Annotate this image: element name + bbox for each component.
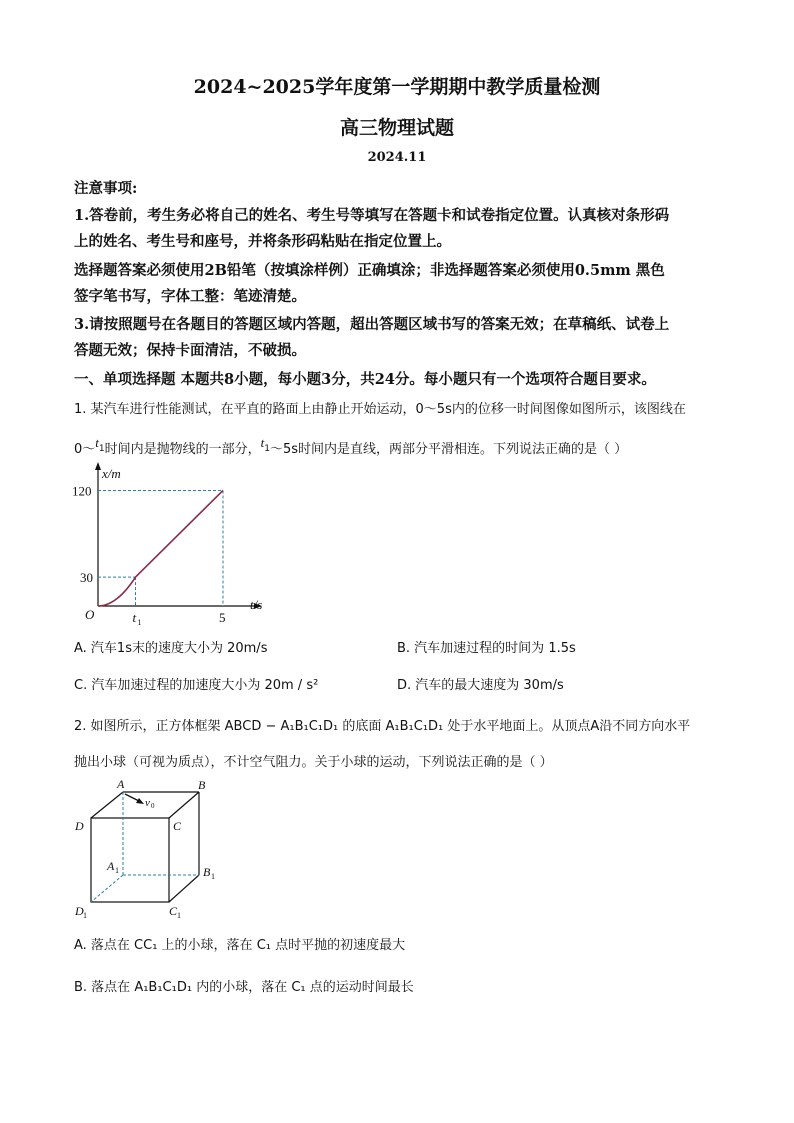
label-d: D	[75, 819, 84, 833]
notice-item1-line1: 1.答卷前，考生务必将自己的姓名、考生号等填写在答题卡和试卷指定位置。认真核对条形码	[74, 207, 670, 224]
notice-item1-line2: 上的姓名、考生号和座号，并将条形码粘贴在指定位置上。	[74, 233, 451, 250]
notice-item2-line1: 选择题答案必须使用2B铅笔（按填涂样例）正确填涂；非选择题答案必须使用0.5mm 黑色	[74, 262, 665, 279]
notice-item3-line2: 答题无效；保持卡面清洁，不破损。	[74, 342, 306, 359]
label-a1: A	[107, 859, 115, 873]
q2-line1: 2. 如图所示，正方体框架 ABCD − A₁B₁C₁D₁ 的底面 A₁B₁C₁D₁ 处于水平地面上。从顶点A沿不同方向水平	[74, 719, 691, 734]
label-a1-sub: 1	[115, 866, 119, 875]
x-tick-5: 5	[219, 610, 226, 625]
exam-title: 2024~2025学年度第一学期期中教学质量检测	[193, 76, 601, 98]
edge-bc	[169, 792, 199, 818]
q2-option-a[interactable]: A. 落点在 CC₁ 上的小球，落在 C₁ 点时平抛的初速度最大	[74, 938, 406, 953]
notice-item3-line1: 3.请按照题号在各题目的答题区域内答题，超出答题区域书写的答案无效；在草稿纸、试卷上	[74, 316, 670, 333]
y-axis-label: x/m	[102, 466, 121, 481]
label-d1: D	[75, 904, 84, 918]
edge-b1c1	[169, 875, 199, 902]
xt-graph	[70, 462, 270, 632]
label-d1-sub: 1	[83, 911, 87, 920]
cube-front-face	[91, 818, 169, 902]
q1-option-b[interactable]: B. 汽车加速过程的时间为 1.5s	[397, 641, 576, 656]
q1-line2: $0\sim t_1$时间内是抛物线的一部分，$t_1\sim 5s$时间内是直线，两部分平滑相连。下列说法正确的是（ ）	[74, 438, 628, 457]
q1-option-c[interactable]: C. 汽车加速过程的加速度大小为 20m / s²	[74, 678, 319, 693]
origin-label: O	[85, 607, 95, 622]
y-tick-120: 120	[72, 483, 92, 499]
x-axis-label: t/s	[250, 597, 263, 612]
label-c: C	[173, 819, 182, 833]
cube-diagram	[70, 775, 230, 920]
notice-item2-line2: 签字笔书写，字体工整：笔迹清楚。	[74, 288, 306, 305]
notice-heading: 注意事项:	[74, 180, 138, 197]
label-c1: C	[169, 904, 178, 918]
x-tick-t1: t	[132, 610, 137, 625]
y-axis-arrow	[95, 462, 101, 470]
label-b: B	[198, 778, 206, 792]
parabola-segment	[98, 577, 136, 606]
x-tick-t1-sub: 1	[137, 618, 142, 627]
q1-option-d[interactable]: D. 汽车的最大速度为 30m/s	[397, 678, 564, 693]
label-b1: B	[203, 865, 211, 879]
q1-line1: 1. 某汽车进行性能测试，在平直的路面上由静止开始运动，0～5s内的位移一时间图像如图所示，该图线在	[74, 402, 686, 417]
v0-arrowhead	[136, 798, 144, 804]
label-v0: v	[145, 797, 150, 809]
label-a: A	[117, 777, 125, 791]
label-c1-sub: 1	[177, 911, 181, 920]
label-v0-sub: 0	[151, 802, 155, 810]
edge-a1d1-hidden	[91, 875, 123, 902]
label-b1-sub: 1	[211, 872, 215, 881]
section1-heading: 一、单项选择题 本题共8小题，每小题3分，共24分。每小题只有一个选项符合题目要求。	[74, 371, 656, 388]
exam-subtitle: 高三物理试题	[339, 117, 454, 139]
q2-option-b[interactable]: B. 落点在 A₁B₁C₁D₁ 内的小球，落在 C₁ 点的运动时间最长	[74, 980, 414, 995]
q2-line2: 抛出小球（可视为质点），不计空气阻力。关于小球的运动，下列说法正确的是（ ）	[74, 755, 553, 770]
straight-segment	[136, 490, 224, 577]
q1-option-a[interactable]: A. 汽车1s末的速度大小为 20m/s	[74, 641, 268, 656]
edge-ad	[91, 792, 123, 818]
exam-date: 2024.11	[367, 150, 427, 165]
y-tick-30: 30	[80, 570, 93, 586]
